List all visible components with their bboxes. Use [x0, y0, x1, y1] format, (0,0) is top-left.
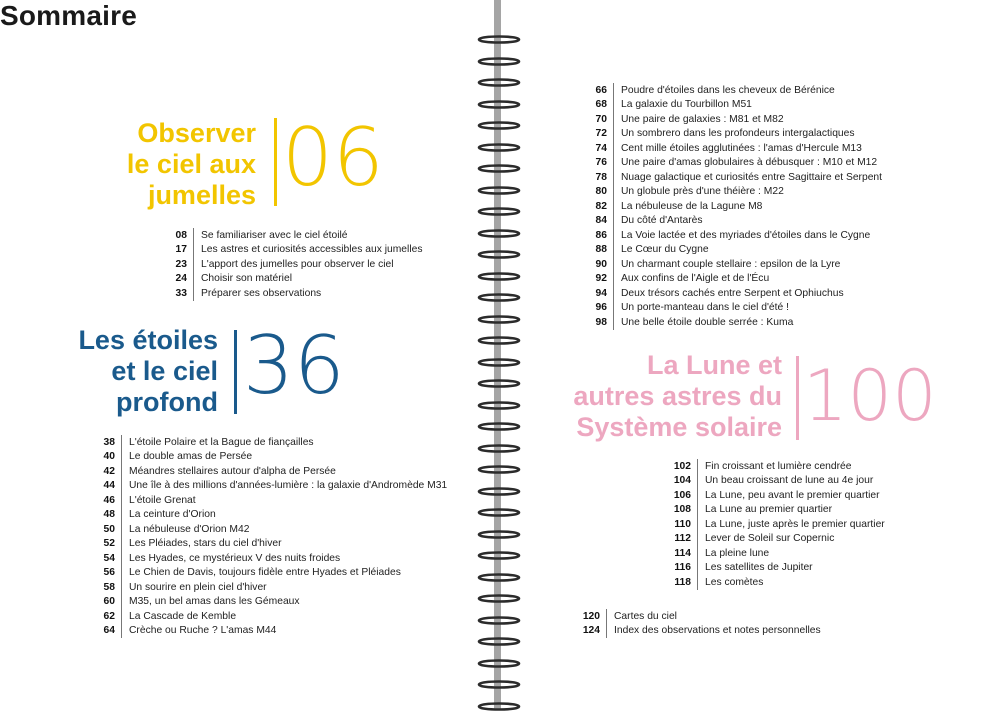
toc-entry[interactable]: [91, 595, 447, 610]
toc-separator: [121, 508, 122, 523]
spiral-ring: [476, 185, 522, 196]
toc-entry-title: Préparer ses observations: [201, 287, 322, 299]
toc-separator: [613, 170, 614, 185]
toc-list-deep-sky-continued: [583, 83, 882, 330]
toc-separator: [613, 272, 614, 287]
toc-entry-title: Les satellites de Jupiter: [705, 562, 813, 574]
toc-entry[interactable]: [661, 503, 885, 518]
toc-entry[interactable]: [583, 301, 882, 316]
toc-page-number: 52: [103, 538, 115, 550]
toc-page-number: 56: [103, 567, 115, 579]
toc-entry[interactable]: [583, 127, 882, 142]
toc-entry[interactable]: [91, 566, 447, 581]
toc-entry-title: Les astres et curiosités accessibles aux jumelles: [201, 244, 423, 256]
toc-separator: [121, 566, 122, 581]
toc-entry[interactable]: [91, 450, 447, 465]
toc-entry-title: La nébuleuse d'Orion M42: [129, 523, 250, 535]
toc-page-number: 104: [673, 475, 691, 487]
spiral-ring: [476, 400, 522, 411]
spiral-ring: [476, 34, 522, 45]
spiral-ring: [476, 701, 522, 712]
toc-entry[interactable]: [661, 546, 885, 561]
toc-separator: [697, 575, 698, 590]
section-title-binoculars: Observer le ciel aux jumelles: [126, 118, 256, 210]
toc-separator: [613, 243, 614, 258]
toc-entry-title: Aux confins de l'Aigle et de l'Écu: [621, 273, 770, 285]
toc-separator: [697, 474, 698, 489]
spiral-ring: [476, 529, 522, 540]
toc-page-number: 78: [595, 171, 607, 183]
section-title-solar-system: La Lune et autres astres du Système solaire: [573, 350, 782, 442]
toc-entry-title: Crèche ou Ruche ? L'amas M44: [129, 625, 277, 637]
toc-entry-title: La Cascade de Kemble: [129, 610, 237, 622]
toc-separator: [613, 301, 614, 316]
toc-entry-title: Le Cœur du Cygne: [621, 244, 709, 256]
spiral-ring: [476, 593, 522, 604]
spiral-ring: [476, 206, 522, 217]
toc-separator: [697, 532, 698, 547]
toc-separator: [121, 595, 122, 610]
toc-separator: [697, 561, 698, 576]
spiral-ring: [476, 357, 522, 368]
toc-separator: [697, 503, 698, 518]
toc-entry-title: Nuage galactique et curiosités entre Sagittaire et Serpent: [621, 171, 883, 183]
toc-separator: [613, 228, 614, 243]
toc-entry-title: Du côté d'Antarès: [621, 215, 703, 227]
toc-entry[interactable]: [570, 609, 821, 624]
toc-entry[interactable]: [661, 517, 885, 532]
toc-separator: [121, 522, 122, 537]
toc-page-number: 88: [595, 244, 607, 256]
page-title: Sommaire: [0, 0, 137, 31]
spiral-ring: [476, 615, 522, 626]
toc-entry[interactable]: [583, 257, 882, 272]
toc-separator: [121, 493, 122, 508]
toc-entry[interactable]: [91, 537, 447, 552]
toc-entry[interactable]: [583, 112, 882, 127]
toc-separator: [606, 609, 607, 624]
toc-page-number: 108: [673, 504, 691, 516]
toc-page-number: 58: [103, 581, 115, 593]
toc-separator: [613, 214, 614, 229]
toc-entry[interactable]: [91, 551, 447, 566]
toc-entry[interactable]: [91, 493, 447, 508]
toc-entry[interactable]: [570, 624, 821, 639]
section-number: 36: [243, 319, 345, 412]
toc-separator: [613, 286, 614, 301]
toc-separator: [121, 450, 122, 465]
toc-separator: [121, 624, 122, 639]
spiral-ring: [476, 378, 522, 389]
toc-entry-title: Cartes du ciel: [614, 610, 677, 622]
toc-separator: [193, 272, 194, 287]
toc-entry[interactable]: [91, 479, 447, 494]
toc-entry-title: La pleine lune: [705, 547, 770, 559]
toc-entry[interactable]: [661, 474, 885, 489]
spiral-ring: [476, 443, 522, 454]
toc-page-number: 70: [595, 113, 607, 125]
toc-entry[interactable]: [661, 561, 885, 576]
toc-page-number: 62: [103, 610, 115, 622]
toc-page-number: 38: [103, 436, 115, 448]
toc-entry[interactable]: [163, 272, 422, 287]
toc-entry-title: Lever de Soleil sur Copernic: [705, 533, 835, 545]
spiral-ring: [476, 249, 522, 260]
spiral-ring: [476, 56, 522, 67]
toc-page-number: 84: [595, 215, 607, 227]
spiral-ring: [476, 99, 522, 110]
toc-page-number: 33: [175, 287, 187, 299]
toc-entry-title: L'étoile Grenat: [129, 494, 196, 506]
toc-entry-title: Un beau croissant de lune au 4e jour: [705, 475, 874, 487]
toc-entry-title: Choisir son matériel: [201, 273, 292, 285]
toc-entry[interactable]: [583, 98, 882, 113]
toc-entry-title: Un sourire en plein ciel d'hiver: [129, 581, 267, 593]
toc-entry[interactable]: [91, 508, 447, 523]
toc-separator: [121, 609, 122, 624]
spiral-ring: [476, 142, 522, 153]
toc-page-number: 106: [673, 489, 691, 501]
toc-entry-title: Le double amas de Persée: [129, 451, 253, 463]
toc-page-number: 48: [103, 509, 115, 521]
toc-page-number: 86: [595, 229, 607, 241]
toc-page-number: 124: [582, 625, 600, 637]
toc-separator: [606, 624, 607, 639]
toc-entry[interactable]: [163, 243, 422, 258]
spiral-ring: [476, 228, 522, 239]
toc-page-number: 54: [103, 552, 115, 564]
toc-separator: [613, 185, 614, 200]
section-divider: [796, 356, 799, 440]
toc-page-number: 76: [595, 157, 607, 169]
section-title-deep-sky: Les étoiles et le ciel profond: [78, 325, 218, 417]
toc-entry[interactable]: [91, 522, 447, 537]
toc-entry-title: L'apport des jumelles pour observer le ciel: [201, 258, 394, 270]
toc-entry[interactable]: [163, 228, 422, 243]
toc-entry[interactable]: [583, 228, 882, 243]
toc-page-number: 17: [175, 244, 187, 256]
toc-entry[interactable]: [583, 315, 882, 330]
toc-entry-title: Les comètes: [705, 576, 764, 588]
toc-separator: [697, 459, 698, 474]
toc-page-number: 68: [595, 99, 607, 111]
toc-page-number: 116: [674, 562, 691, 574]
toc-separator: [613, 141, 614, 156]
spiral-ring: [476, 679, 522, 690]
toc-page-number: 90: [595, 258, 607, 270]
toc-separator: [613, 199, 614, 214]
toc-entry-title: La Lune, juste après le premier quartier: [705, 518, 885, 530]
toc-entry[interactable]: [163, 286, 422, 301]
toc-entry[interactable]: [583, 286, 882, 301]
toc-separator: [193, 257, 194, 272]
toc-page-number: 50: [103, 523, 115, 535]
spiral-ring: [476, 314, 522, 325]
toc-entry-title: Une paire d'amas globulaires à débusquer : M10 et M12: [621, 157, 878, 169]
toc-separator: [697, 546, 698, 561]
toc-separator: [193, 228, 194, 243]
toc-entry-title: Méandres stellaires autour d'alpha de Persée: [129, 465, 336, 477]
toc-entry[interactable]: [583, 185, 882, 200]
toc-page-number: 72: [595, 128, 607, 140]
section-number: 06: [282, 111, 384, 204]
toc-entry[interactable]: [583, 243, 882, 258]
toc-entry-title: Un porte-manteau dans le ciel d'été !: [621, 302, 789, 314]
toc-page-number: 42: [103, 465, 115, 477]
toc-entry[interactable]: [661, 575, 885, 590]
spiral-ring: [476, 163, 522, 174]
toc-entry-title: L'étoile Polaire et la Bague de fiançailles: [129, 436, 314, 448]
spiral-ring: [476, 658, 522, 669]
toc-entry[interactable]: [583, 214, 882, 229]
toc-entry-title: La Voie lactée et des myriades d'étoiles dans le Cygne: [621, 229, 871, 241]
toc-page-number: 24: [175, 273, 187, 285]
toc-page-number: 44: [103, 480, 115, 492]
toc-entry[interactable]: [91, 580, 447, 595]
toc-entry-title: Cent mille étoiles agglutinées : l'amas d'Hercule M13: [621, 142, 862, 154]
toc-entry[interactable]: [661, 488, 885, 503]
toc-entry-title: Une paire de galaxies : M81 et M82: [621, 113, 784, 125]
toc-separator: [121, 580, 122, 595]
toc-entry-title: Une belle étoile double serrée : Kuma: [621, 316, 794, 328]
toc-entry-title: Poudre d'étoiles dans les cheveux de Bérénice: [621, 84, 835, 96]
toc-entry-title: Index des observations et notes personnelles: [614, 625, 821, 637]
toc-page-number: 66: [595, 84, 607, 96]
spiral-ring: [476, 292, 522, 303]
toc-page-number: 82: [595, 200, 607, 212]
spiral-ring: [476, 550, 522, 561]
spiral-ring: [476, 464, 522, 475]
toc-page-number: 80: [595, 186, 607, 198]
toc-entry-title: Une île à des millions d'années-lumière : la galaxie d'Andromède M31: [129, 480, 448, 492]
section-divider: [234, 330, 237, 414]
toc-separator: [193, 243, 194, 258]
toc-list-solar-system: [661, 459, 885, 590]
toc-page-number: 110: [674, 518, 691, 530]
toc-entry[interactable]: [583, 83, 882, 98]
toc-separator: [613, 83, 614, 98]
toc-entry-title: La galaxie du Tourbillon M51: [621, 99, 752, 111]
toc-page-number: 74: [595, 142, 607, 154]
toc-entry[interactable]: [661, 532, 885, 547]
toc-separator: [193, 286, 194, 301]
toc-entry[interactable]: [661, 459, 885, 474]
toc-entry-title: La nébuleuse de la Lagune M8: [621, 200, 763, 212]
toc-list-binoculars: [163, 228, 422, 301]
toc-entry-title: Les Hyades, ce mystérieux V des nuits froides: [129, 552, 341, 564]
toc-page-number: 64: [103, 625, 115, 637]
spiral-ring: [476, 77, 522, 88]
toc-page-number: 92: [595, 273, 607, 285]
toc-separator: [121, 551, 122, 566]
toc-entry-title: M35, un bel amas dans les Gémeaux: [129, 596, 300, 608]
toc-page-number: 98: [595, 316, 607, 328]
toc-page-number: 40: [103, 451, 115, 463]
spiral-ring: [476, 486, 522, 497]
toc-entry-title: Le Chien de Davis, toujours fidèle entre Hyades et Pléiades: [129, 567, 401, 579]
toc-list-deep-sky: [91, 435, 447, 638]
toc-separator: [121, 479, 122, 494]
toc-entry[interactable]: [91, 624, 447, 639]
toc-separator: [121, 537, 122, 552]
toc-entry[interactable]: [91, 464, 447, 479]
toc-page-number: 118: [674, 576, 691, 588]
toc-page-number: 102: [673, 460, 691, 472]
toc-page-number: 60: [103, 596, 115, 608]
spiral-ring: [476, 507, 522, 518]
spiral-ring: [476, 421, 522, 432]
toc-page-number: 23: [175, 258, 187, 270]
toc-entry-title: Un sombrero dans les profondeurs intergalactiques: [621, 128, 855, 140]
toc-separator: [121, 464, 122, 479]
spiral-ring: [476, 636, 522, 647]
section-number: 100: [803, 355, 937, 437]
toc-page-number: 94: [595, 287, 607, 299]
toc-page-number: 46: [103, 494, 115, 506]
spiral-ring: [476, 572, 522, 583]
toc-separator: [121, 435, 122, 450]
toc-entry-title: Un charmant couple stellaire : epsilon de la Lyre: [621, 258, 841, 270]
toc-entry[interactable]: [583, 156, 882, 171]
toc-entry-title: Un globule près d'une théière : M22: [621, 186, 784, 198]
toc-separator: [613, 156, 614, 171]
toc-entry[interactable]: [583, 272, 882, 287]
toc-entry-title: Fin croissant et lumière cendrée: [705, 460, 852, 472]
toc-separator: [613, 315, 614, 330]
toc-separator: [613, 98, 614, 113]
toc-page-number: 08: [175, 229, 187, 241]
toc-separator: [613, 112, 614, 127]
toc-page-number: 114: [674, 547, 691, 559]
toc-entry-title: La Lune au premier quartier: [705, 504, 833, 516]
toc-separator: [613, 257, 614, 272]
spiral-ring: [476, 120, 522, 131]
toc-entry-title: Les Pléiades, stars du ciel d'hiver: [129, 538, 282, 550]
section-divider: [274, 118, 277, 206]
toc-page-number: 120: [582, 610, 600, 622]
toc-entry-title: Se familiariser avec le ciel étoilé: [201, 229, 348, 241]
toc-entry[interactable]: [91, 609, 447, 624]
spiral-ring: [476, 335, 522, 346]
toc-entry[interactable]: [583, 141, 882, 156]
toc-list-appendix: [570, 609, 821, 638]
spiral-ring: [476, 271, 522, 282]
toc-separator: [613, 127, 614, 142]
toc-entry[interactable]: [163, 257, 422, 272]
toc-entry-title: Deux trésors cachés entre Serpent et Ophiuchus: [621, 287, 844, 299]
toc-entry[interactable]: [91, 435, 447, 450]
toc-separator: [697, 488, 698, 503]
toc-entry[interactable]: [583, 199, 882, 214]
toc-entry-title: La Lune, peu avant le premier quartier: [705, 489, 880, 501]
toc-entry-title: La ceinture d'Orion: [129, 509, 216, 521]
toc-separator: [697, 517, 698, 532]
toc-page-number: 112: [674, 533, 691, 545]
toc-entry[interactable]: [583, 170, 882, 185]
toc-page-number: 96: [595, 302, 607, 314]
